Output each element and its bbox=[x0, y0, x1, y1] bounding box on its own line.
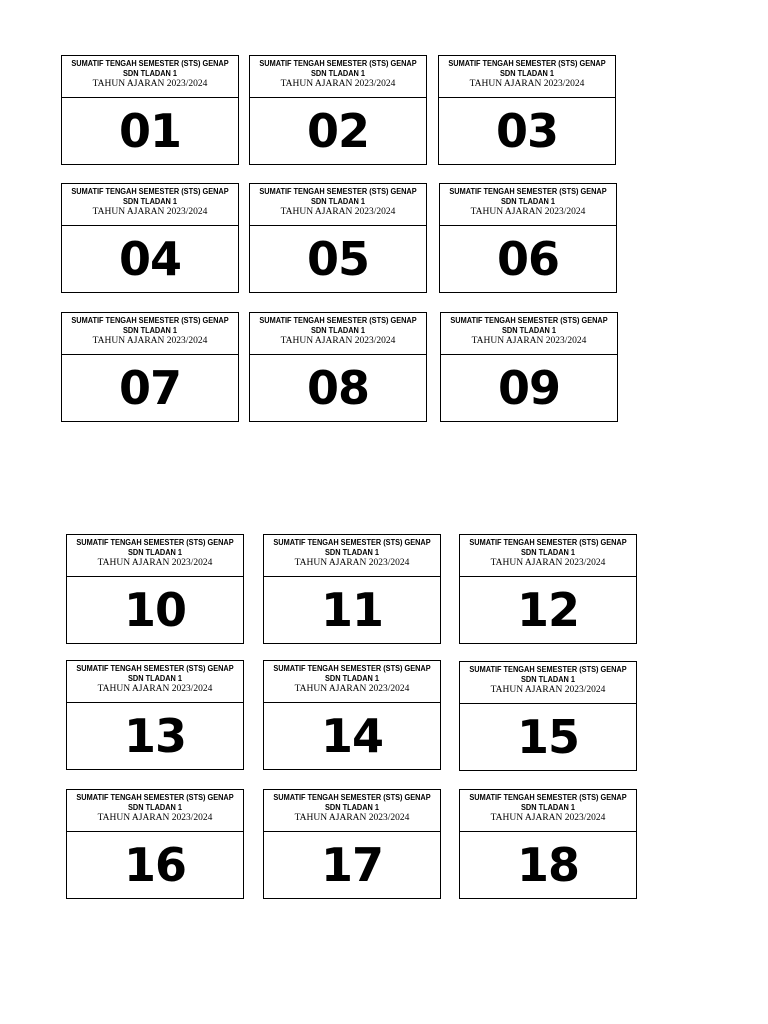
exam-title: SUMATIF TENGAH SEMESTER (STS) GENAP bbox=[76, 538, 234, 547]
exam-number-card bbox=[61, 312, 239, 422]
exam-number-card bbox=[459, 661, 637, 771]
exam-title: SUMATIF TENGAH SEMESTER (STS) GENAP bbox=[71, 316, 229, 325]
card-number: 02 bbox=[306, 103, 369, 158]
card-header bbox=[67, 661, 243, 703]
academic-year: TAHUN AJARAN 2023/2024 bbox=[92, 207, 208, 217]
card-header bbox=[250, 184, 426, 226]
exam-title: SUMATIF TENGAH SEMESTER (STS) GENAP bbox=[469, 665, 627, 674]
card-number: 05 bbox=[306, 231, 369, 286]
exam-number-card bbox=[249, 312, 427, 422]
academic-year: TAHUN AJARAN 2023/2024 bbox=[280, 336, 396, 346]
academic-year: TAHUN AJARAN 2023/2024 bbox=[490, 558, 606, 568]
academic-year: TAHUN AJARAN 2023/2024 bbox=[97, 558, 213, 568]
academic-year: TAHUN AJARAN 2023/2024 bbox=[490, 685, 606, 695]
card-header bbox=[264, 535, 440, 577]
exam-number-card bbox=[249, 55, 427, 165]
exam-title: SUMATIF TENGAH SEMESTER (STS) GENAP bbox=[71, 59, 229, 68]
exam-number-card bbox=[459, 534, 637, 644]
card-number: 04 bbox=[118, 231, 181, 286]
exam-title: SUMATIF TENGAH SEMESTER (STS) GENAP bbox=[450, 316, 608, 325]
exam-title: SUMATIF TENGAH SEMESTER (STS) GENAP bbox=[449, 187, 607, 196]
card-header bbox=[264, 661, 440, 703]
academic-year: TAHUN AJARAN 2023/2024 bbox=[280, 207, 396, 217]
academic-year: TAHUN AJARAN 2023/2024 bbox=[97, 684, 213, 694]
exam-number-card bbox=[459, 789, 637, 899]
academic-year: TAHUN AJARAN 2023/2024 bbox=[97, 813, 213, 823]
exam-number-card bbox=[66, 534, 244, 644]
card-number: 03 bbox=[495, 103, 558, 158]
card-number: 17 bbox=[320, 837, 383, 892]
exam-number-card bbox=[66, 789, 244, 899]
academic-year: TAHUN AJARAN 2023/2024 bbox=[471, 336, 587, 346]
exam-title: SUMATIF TENGAH SEMESTER (STS) GENAP bbox=[448, 59, 606, 68]
school-name: SDN TLADAN 1 bbox=[123, 197, 177, 206]
exam-number-card bbox=[61, 55, 239, 165]
school-name: SDN TLADAN 1 bbox=[128, 674, 182, 683]
exam-title: SUMATIF TENGAH SEMESTER (STS) GENAP bbox=[76, 664, 234, 673]
academic-year: TAHUN AJARAN 2023/2024 bbox=[490, 813, 606, 823]
card-number: 16 bbox=[123, 837, 186, 892]
card-header bbox=[62, 313, 238, 355]
school-name: SDN TLADAN 1 bbox=[501, 197, 555, 206]
card-header bbox=[250, 56, 426, 98]
card-number: 07 bbox=[118, 360, 181, 415]
exam-title: SUMATIF TENGAH SEMESTER (STS) GENAP bbox=[259, 187, 417, 196]
academic-year: TAHUN AJARAN 2023/2024 bbox=[280, 79, 396, 89]
school-name: SDN TLADAN 1 bbox=[123, 69, 177, 78]
card-number: 14 bbox=[320, 708, 383, 763]
card-header bbox=[62, 184, 238, 226]
school-name: SDN TLADAN 1 bbox=[521, 803, 575, 812]
school-name: SDN TLADAN 1 bbox=[521, 548, 575, 557]
school-name: SDN TLADAN 1 bbox=[521, 675, 575, 684]
academic-year: TAHUN AJARAN 2023/2024 bbox=[294, 684, 410, 694]
card-number: 06 bbox=[496, 231, 559, 286]
academic-year: TAHUN AJARAN 2023/2024 bbox=[92, 336, 208, 346]
school-name: SDN TLADAN 1 bbox=[325, 674, 379, 683]
exam-number-card bbox=[263, 660, 441, 770]
exam-title: SUMATIF TENGAH SEMESTER (STS) GENAP bbox=[469, 793, 627, 802]
card-header bbox=[250, 313, 426, 355]
card-header bbox=[440, 184, 616, 226]
exam-number-card bbox=[249, 183, 427, 293]
card-header bbox=[439, 56, 615, 98]
academic-year: TAHUN AJARAN 2023/2024 bbox=[469, 79, 585, 89]
exam-number-card bbox=[263, 789, 441, 899]
card-number: 15 bbox=[516, 709, 579, 764]
card-header bbox=[460, 662, 636, 704]
card-header bbox=[67, 535, 243, 577]
card-number: 13 bbox=[123, 708, 186, 763]
exam-number-card bbox=[66, 660, 244, 770]
card-header bbox=[62, 56, 238, 98]
school-name: SDN TLADAN 1 bbox=[500, 69, 554, 78]
exam-number-card bbox=[438, 55, 616, 165]
school-name: SDN TLADAN 1 bbox=[123, 326, 177, 335]
card-header bbox=[460, 535, 636, 577]
exam-number-card bbox=[263, 534, 441, 644]
school-name: SDN TLADAN 1 bbox=[502, 326, 556, 335]
exam-title: SUMATIF TENGAH SEMESTER (STS) GENAP bbox=[71, 187, 229, 196]
school-name: SDN TLADAN 1 bbox=[128, 803, 182, 812]
school-name: SDN TLADAN 1 bbox=[325, 803, 379, 812]
exam-number-card bbox=[440, 312, 618, 422]
card-number: 09 bbox=[497, 360, 560, 415]
exam-title: SUMATIF TENGAH SEMESTER (STS) GENAP bbox=[259, 59, 417, 68]
card-header bbox=[67, 790, 243, 832]
academic-year: TAHUN AJARAN 2023/2024 bbox=[294, 813, 410, 823]
card-number: 18 bbox=[516, 837, 579, 892]
card-number: 01 bbox=[118, 103, 181, 158]
school-name: SDN TLADAN 1 bbox=[311, 197, 365, 206]
card-header bbox=[460, 790, 636, 832]
exam-title: SUMATIF TENGAH SEMESTER (STS) GENAP bbox=[273, 664, 431, 673]
school-name: SDN TLADAN 1 bbox=[311, 326, 365, 335]
card-header bbox=[441, 313, 617, 355]
school-name: SDN TLADAN 1 bbox=[128, 548, 182, 557]
card-number: 11 bbox=[320, 582, 383, 637]
school-name: SDN TLADAN 1 bbox=[325, 548, 379, 557]
academic-year: TAHUN AJARAN 2023/2024 bbox=[470, 207, 586, 217]
card-number: 12 bbox=[516, 582, 579, 637]
academic-year: TAHUN AJARAN 2023/2024 bbox=[294, 558, 410, 568]
exam-title: SUMATIF TENGAH SEMESTER (STS) GENAP bbox=[469, 538, 627, 547]
exam-number-card bbox=[439, 183, 617, 293]
exam-title: SUMATIF TENGAH SEMESTER (STS) GENAP bbox=[76, 793, 234, 802]
card-number: 08 bbox=[306, 360, 369, 415]
card-header bbox=[264, 790, 440, 832]
academic-year: TAHUN AJARAN 2023/2024 bbox=[92, 79, 208, 89]
card-number: 10 bbox=[123, 582, 186, 637]
exam-title: SUMATIF TENGAH SEMESTER (STS) GENAP bbox=[273, 793, 431, 802]
exam-title: SUMATIF TENGAH SEMESTER (STS) GENAP bbox=[273, 538, 431, 547]
school-name: SDN TLADAN 1 bbox=[311, 69, 365, 78]
exam-number-card bbox=[61, 183, 239, 293]
exam-title: SUMATIF TENGAH SEMESTER (STS) GENAP bbox=[259, 316, 417, 325]
